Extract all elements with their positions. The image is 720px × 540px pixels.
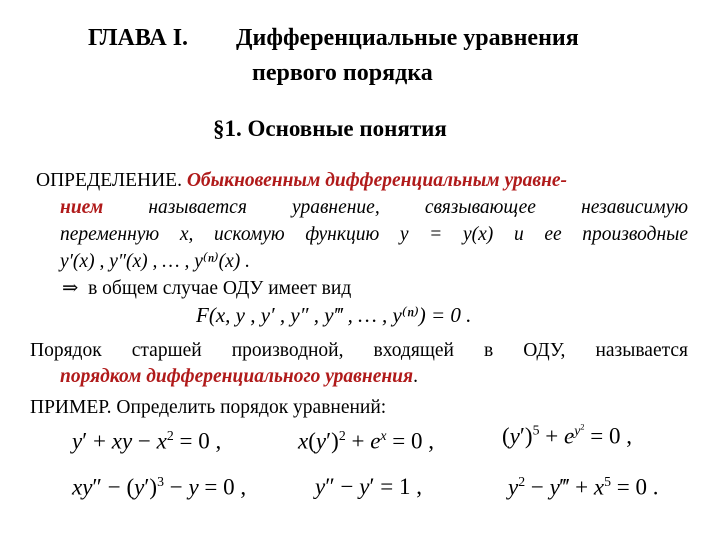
chapter-title-line-1 (88, 24, 579, 52)
equation-4: $xy'' - (y')^3 - y = 0$ , (72, 474, 247, 500)
definition-derivatives: y′(x) , y″(x) , … , y⁽ⁿ⁾(x) . (60, 251, 250, 272)
chapter-title-line-2: первого порядка (252, 60, 433, 86)
definition-line-1 (36, 168, 567, 193)
equation-5: y″ − y′ = 1 , (315, 474, 423, 499)
order-line-2 (60, 364, 418, 389)
example-label: ПРИМЕР. (30, 397, 112, 418)
definition-variable-x: x, (179, 224, 194, 245)
definition-text-3b: искомую функцию (214, 224, 380, 245)
chapter-number: ГЛАВА I. (88, 25, 189, 51)
example-line (30, 395, 386, 420)
definition-line-2 (60, 195, 688, 220)
definition-term-part-2: нием (60, 197, 104, 218)
implies-arrow-icon: ⇒ (62, 278, 79, 299)
definition-function-eq: y = y(x) (399, 224, 494, 245)
definition-line-3 (60, 222, 688, 247)
general-form-equation: F(x, y , y′ , y″ , y‴ , … , y⁽ⁿ⁾) = 0 . (196, 303, 472, 327)
chapter-title-text: Дифференциальные уравнения (236, 25, 579, 51)
definition-label: ОПРЕДЕЛЕНИЕ. (36, 170, 182, 191)
definition-text-2: называется уравнение, связывающее независимую (148, 197, 689, 218)
definition-text-3c: и ее производные (513, 224, 689, 245)
equation-2: $x(y')^2 + e^x = 0$ , (298, 428, 435, 454)
order-term-end: . (413, 366, 418, 387)
equation-3: $(y')^5 + e^{y^2} = 0$ , (502, 422, 632, 449)
order-term: порядком дифференциального уравнения (60, 366, 414, 387)
order-line-1: Порядок старшей производной, входящей в ОДУ, называется (30, 340, 688, 361)
definition-text-3a: переменную (60, 224, 160, 245)
implies-line (62, 276, 351, 301)
section-heading: §1. Основные понятия (213, 116, 447, 141)
equation-1: y′ + xy − $x^2 = 0$ , (72, 428, 222, 454)
example-text: Определить порядок уравнений: (116, 397, 387, 418)
implies-text: в общем случае ОДУ имеет вид (88, 278, 352, 299)
definition-term-part-1: Обыкновенным дифференциальным уравне- (186, 170, 568, 191)
equation-6: $y^2$ − y‴ + $x^5 = 0$ . (508, 474, 659, 500)
